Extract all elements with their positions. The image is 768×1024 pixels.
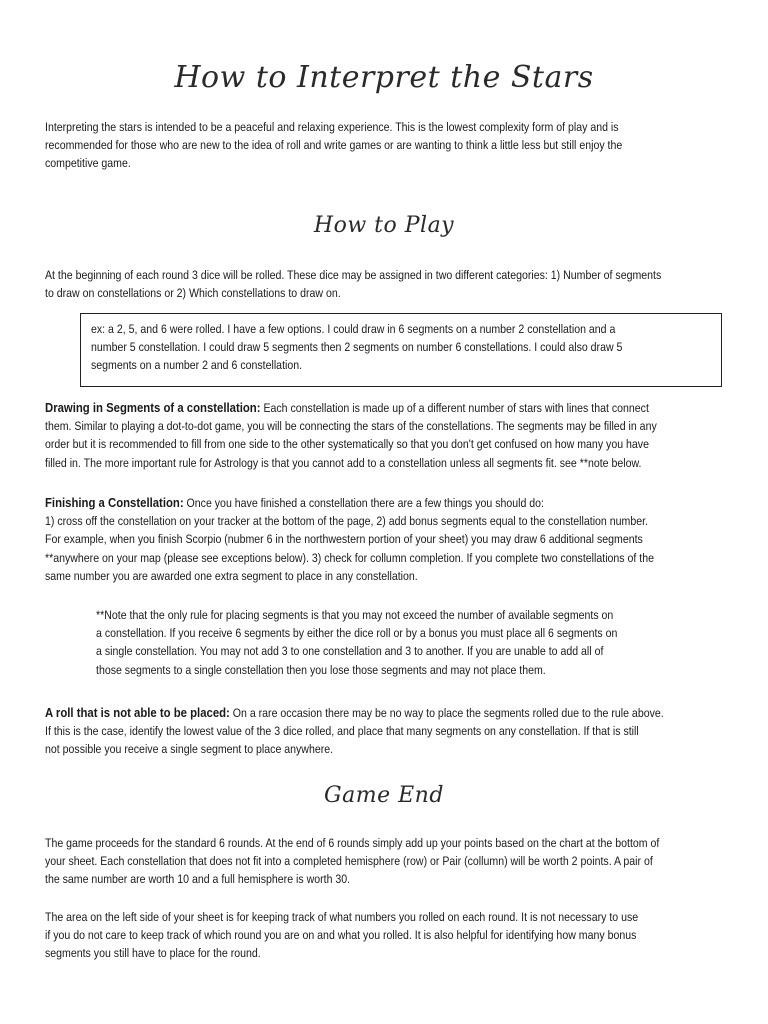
unplaceable-label: A roll that is not able to be placed: (45, 705, 230, 720)
example-line: ex: a 2, 5, and 6 were rolled. I have a few options. I could draw in 6 segments on a number 2 constellation and a (91, 322, 616, 336)
game-end-line: your sheet. Each constellation that does not fit into a completed hemisphere (row) or Pair (collumn) will be worth 2 points. A pair of (45, 854, 653, 869)
how-to-play-paragraph (45, 266, 724, 302)
tracking-line: segments you still have to place for the round. (45, 946, 261, 961)
unplaceable-line: If this is the case, identify the lowest value of the 3 dice rolled, and place that many segments on any constellation. If that is still (45, 724, 639, 739)
example-box (80, 313, 722, 387)
unplaceable-first-text: On a rare occasion there may be no way to place the segments rolled due to the rule above. (229, 706, 664, 720)
drawing-label: Drawing in Segments of a constellation: (45, 400, 261, 415)
game-end-line: the same number are worth 10 and a full hemisphere is worth 30. (45, 872, 351, 887)
unplaceable-first-line (45, 704, 724, 722)
finishing-line: same number you are awarded one extra segment to place in any constellation. (45, 568, 418, 583)
unplaceable-line: not possible you receive a single segment to place anywhere. (45, 742, 334, 757)
example-line: number 5 constellation. I could draw 5 segments then 2 segments on number 6 constellations. I could also draw 5 (91, 340, 623, 355)
drawing-line: order but it is recommended to fill from one side to the other systematically so that you don't get confused on how many you have (45, 437, 649, 452)
finishing-first-text: Once you have finished a constellation there are a few things you should do: (183, 496, 545, 510)
finishing-first-line (45, 494, 724, 512)
tracking-paragraph (45, 908, 724, 963)
page-title: How to Interpret the Stars (174, 60, 594, 95)
game-end-paragraph (45, 834, 724, 889)
intro-paragraph (45, 118, 724, 173)
drawing-first-text: Each constellation is made up of a different number of stars with lines that connect (260, 401, 649, 415)
note-line: **Note that the only rule for placing segments is that you may not exceed the number of available segments on (96, 608, 614, 622)
how-to-play-heading: How to Play (313, 213, 455, 238)
finishing-line: For example, when you finish Scorpio (nubmer 6 in the northwestern portion of your sheet) you may draw 6 additional segments (45, 532, 643, 547)
note-line: a single constellation. You may not add 3 to one constellation and 3 to another. If you are unable to add all of (96, 644, 604, 659)
finishing-line: **anywhere on your map (please see exceptions below). 3) check for collumn completion. If you complete two constellations of the (45, 550, 654, 565)
drawing-first-line (45, 399, 724, 417)
game-end-line: The game proceeds for the standard 6 rounds. At the end of 6 rounds simply add up your points based on the chart at the bottom of (45, 836, 660, 850)
finishing-paragraph (45, 494, 724, 585)
drawing-line: them. Similar to playing a dot-to-dot game, you will be connecting the stars of the constellations. The segments may be filled in any (45, 419, 657, 434)
note-line: those segments to a single constellation then you lose those segments and may not place them. (96, 662, 546, 677)
intro-line: competitive game. (45, 156, 131, 171)
how-to-play-line: At the beginning of each round 3 dice will be rolled. These dice may be assigned in two different categories: 1) Number of segments (45, 268, 662, 282)
tracking-line: The area on the left side of your sheet is for keeping track of what numbers you rolled on each round. It is not necessary to use (45, 910, 639, 924)
how-to-play-line: to draw on constellations or 2) Which constellations to draw on. (45, 286, 341, 301)
finishing-label: Finishing a Constellation: (45, 495, 184, 510)
tracking-line: if you do not care to keep track of which round you are on and what you rolled. It is also helpful for identifying how many bonus (45, 928, 637, 943)
example-text (91, 320, 710, 375)
intro-line: recommended for those who are new to the idea of roll and write games or are wanting to think a little less but still enjoy the (45, 138, 623, 153)
game-end-heading: Game End (324, 783, 444, 808)
finishing-line: 1) cross off the constellation on your tracker at the bottom of the page, 2) add bonus segments equal to the constellation number. (45, 514, 648, 529)
drawing-line: filled in. The more important rule for Astrology is that you cannot add to a constellation unless all segments fit. see **note below. (45, 455, 642, 470)
unplaceable-roll-paragraph (45, 704, 724, 759)
note-paragraph (96, 606, 698, 679)
intro-line: Interpreting the stars is intended to be a peaceful and relaxing experience. This is the lowest complexity form of play and is (45, 120, 619, 134)
example-line: segments on a number 2 and 6 constellation. (91, 358, 303, 373)
note-line: a constellation. If you receive 6 segments by either the dice roll or by a bonus you must place all 6 segments on (96, 626, 618, 641)
drawing-segments-paragraph (45, 399, 724, 472)
